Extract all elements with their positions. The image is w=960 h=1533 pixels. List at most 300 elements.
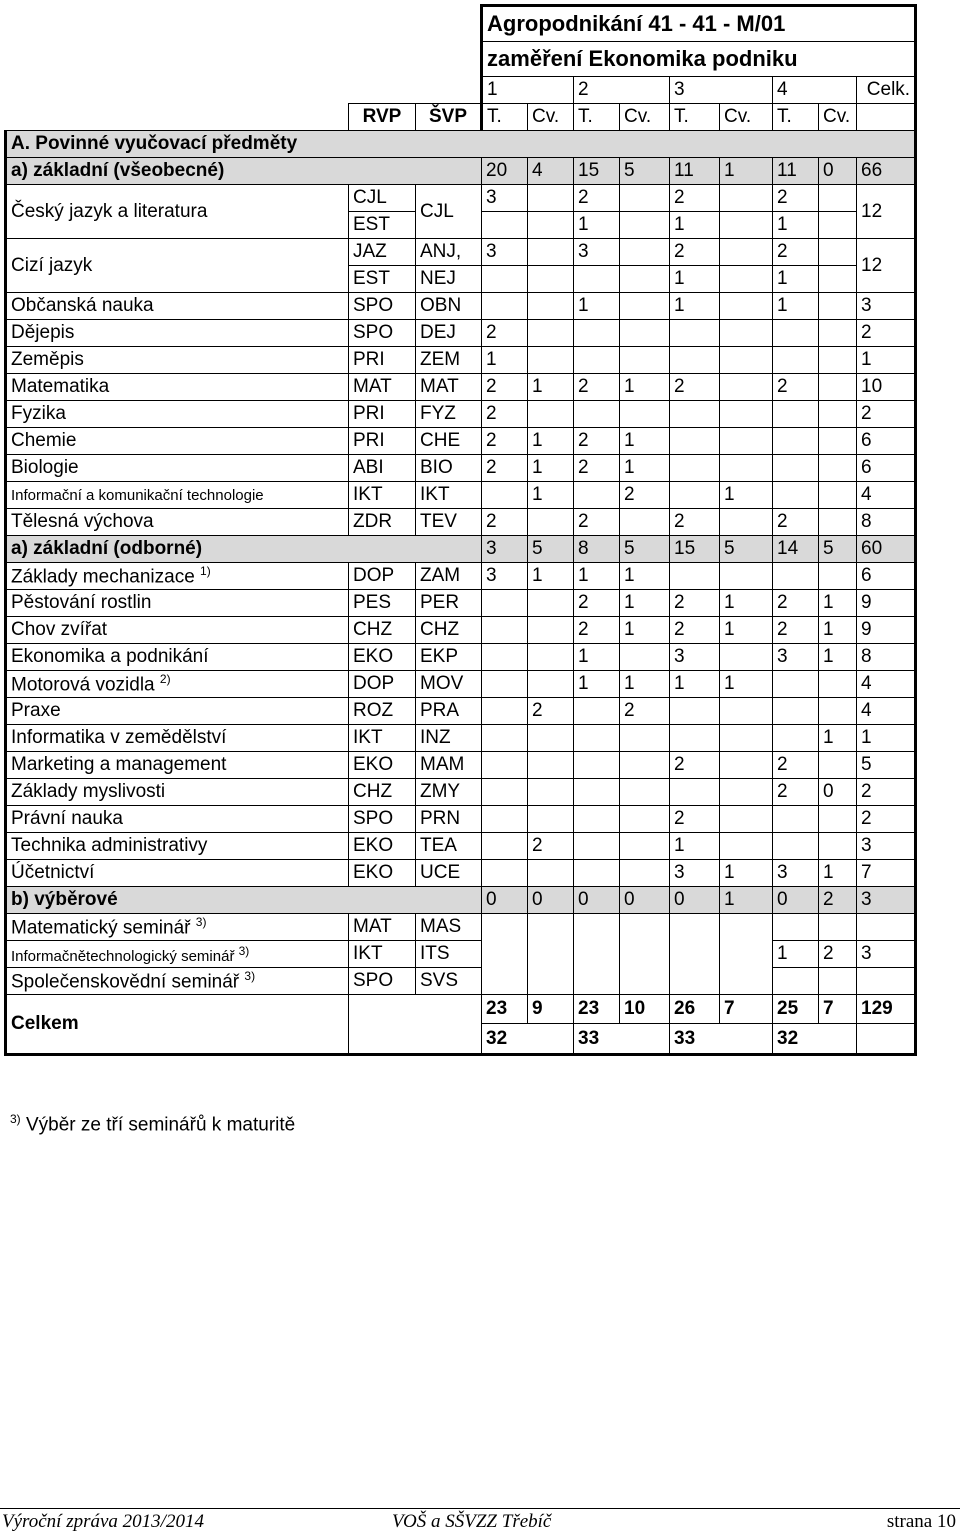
hours bbox=[670, 401, 720, 428]
hours bbox=[773, 914, 819, 941]
rvp-code: EST bbox=[349, 212, 416, 239]
hours: 1 bbox=[620, 563, 670, 590]
subject-footnote-marker: 2) bbox=[159, 671, 171, 686]
subject-total: 6 bbox=[857, 428, 916, 455]
svp-code: ANJ, bbox=[416, 239, 482, 266]
hours bbox=[819, 455, 857, 482]
hours bbox=[670, 698, 720, 725]
svp-code: OBN bbox=[416, 293, 482, 320]
svp-code: CHZ bbox=[416, 617, 482, 644]
hours bbox=[720, 239, 773, 266]
hours bbox=[620, 725, 670, 752]
seminar-name bbox=[6, 914, 349, 941]
hours bbox=[720, 509, 773, 536]
svp-code: CJL bbox=[416, 185, 482, 239]
section-value: 0 bbox=[528, 887, 574, 914]
subject-total: 3 bbox=[857, 833, 916, 860]
hours: 1 bbox=[819, 860, 857, 887]
hours: 1 bbox=[819, 590, 857, 617]
subject-name bbox=[6, 347, 349, 374]
rvp-code: CHZ bbox=[349, 617, 416, 644]
hours bbox=[574, 347, 620, 374]
hours bbox=[528, 644, 574, 671]
subject-name bbox=[6, 293, 349, 320]
hours: 2 bbox=[670, 617, 720, 644]
hours: 1 bbox=[574, 293, 620, 320]
hours bbox=[574, 482, 620, 509]
subject-row-cizi bbox=[6, 239, 916, 266]
hours bbox=[482, 644, 528, 671]
hours bbox=[482, 266, 528, 293]
hours bbox=[773, 725, 819, 752]
footnote bbox=[10, 1112, 295, 1136]
svp-code: NEJ bbox=[416, 266, 482, 293]
hours bbox=[574, 401, 620, 428]
svp-code: MAT bbox=[416, 374, 482, 401]
hours bbox=[574, 725, 620, 752]
hours: 2 bbox=[773, 617, 819, 644]
svp-code: ZAM bbox=[416, 563, 482, 590]
subject-footnote-marker: 1) bbox=[200, 563, 211, 578]
hours: 2 bbox=[574, 185, 620, 212]
hours: 2 bbox=[819, 941, 857, 968]
hours bbox=[528, 914, 574, 995]
subject-name bbox=[6, 725, 349, 752]
svp-code: UCE bbox=[416, 860, 482, 887]
subject-name-text: Občanská nauka bbox=[11, 295, 154, 316]
section-value: 4 bbox=[528, 158, 574, 185]
hours: 2 bbox=[670, 752, 720, 779]
hours bbox=[620, 320, 670, 347]
hours bbox=[670, 428, 720, 455]
section-value: 5 bbox=[528, 536, 574, 563]
footer-page-number: strana 10 bbox=[886, 1511, 956, 1532]
cv-header: Cv. bbox=[620, 104, 670, 131]
hours bbox=[720, 806, 773, 833]
subject-row-cjl bbox=[6, 185, 916, 212]
subject-name-text: Tělesná výchova bbox=[11, 511, 154, 532]
celkem-value: 9 bbox=[528, 995, 574, 1024]
hours bbox=[574, 833, 620, 860]
hours bbox=[528, 779, 574, 806]
hours bbox=[773, 671, 819, 698]
hours: 2 bbox=[528, 698, 574, 725]
hours bbox=[620, 779, 670, 806]
hours bbox=[482, 725, 528, 752]
seminar-total bbox=[857, 914, 916, 941]
hours bbox=[720, 779, 773, 806]
subject-name bbox=[6, 482, 349, 509]
hours bbox=[482, 698, 528, 725]
hours: 1 bbox=[773, 941, 819, 968]
section-row bbox=[6, 887, 916, 914]
hours: 2 bbox=[773, 374, 819, 401]
subject-name-text: Základy myslivosti bbox=[11, 781, 166, 802]
celkem-year-total: 32 bbox=[773, 1024, 857, 1055]
hours bbox=[773, 698, 819, 725]
section-value: 15 bbox=[574, 158, 620, 185]
rvp-code: IKT bbox=[349, 482, 416, 509]
rvp-code: ZDR bbox=[349, 509, 416, 536]
hours bbox=[819, 671, 857, 698]
subject-total: 12 bbox=[857, 239, 916, 293]
hours bbox=[482, 212, 528, 239]
rvp-code: EKO bbox=[349, 644, 416, 671]
hours bbox=[482, 752, 528, 779]
hours bbox=[528, 293, 574, 320]
celkem-value: 23 bbox=[574, 995, 620, 1024]
hours bbox=[528, 239, 574, 266]
hours bbox=[819, 374, 857, 401]
year-2: 2 bbox=[574, 77, 670, 104]
t-header: T. bbox=[670, 104, 720, 131]
hours bbox=[670, 914, 720, 995]
seminar-name-text: Společenskovědní seminář bbox=[11, 971, 240, 993]
hours: 1 bbox=[720, 590, 773, 617]
hours bbox=[482, 617, 528, 644]
rvp-code: ABI bbox=[349, 455, 416, 482]
section-value: 1 bbox=[720, 158, 773, 185]
hours bbox=[720, 347, 773, 374]
subject-row bbox=[6, 617, 916, 644]
hours bbox=[720, 725, 773, 752]
hours: 1 bbox=[574, 644, 620, 671]
subject-name-text: Dějepis bbox=[11, 322, 75, 343]
hours bbox=[720, 401, 773, 428]
curriculum-table-wrapper bbox=[4, 4, 917, 1056]
hours: 1 bbox=[620, 428, 670, 455]
subject-total: 12 bbox=[857, 185, 916, 239]
hours bbox=[819, 914, 857, 941]
footnote-text: Výběr ze tří seminářů k maturitě bbox=[25, 1114, 296, 1136]
subject-name bbox=[6, 671, 349, 698]
seminar-name bbox=[6, 968, 349, 995]
hours bbox=[720, 563, 773, 590]
hours bbox=[482, 806, 528, 833]
hours: 1 bbox=[620, 671, 670, 698]
rvp-code: EKO bbox=[349, 833, 416, 860]
subject-name bbox=[6, 320, 349, 347]
hours: 3 bbox=[574, 239, 620, 266]
rvp-code: SPO bbox=[349, 293, 416, 320]
seminar-row bbox=[6, 968, 916, 995]
section-zakladni-vseobecne bbox=[6, 158, 916, 185]
subject-row bbox=[6, 725, 916, 752]
hours: 1 bbox=[620, 455, 670, 482]
section-label: a) základní (všeobecné) bbox=[6, 158, 482, 185]
svp-code: PER bbox=[416, 590, 482, 617]
section-value: 0 bbox=[482, 887, 528, 914]
footer-report-title: Výroční zpráva 2013/2014 bbox=[2, 1511, 204, 1532]
hours: 2 bbox=[482, 374, 528, 401]
subject-name bbox=[6, 509, 349, 536]
svp-code: SVS bbox=[416, 968, 482, 995]
subject-name bbox=[6, 779, 349, 806]
t-header: T. bbox=[773, 104, 819, 131]
celkem-value: 7 bbox=[819, 995, 857, 1024]
section-value: 15 bbox=[670, 536, 720, 563]
hours bbox=[773, 563, 819, 590]
hours bbox=[773, 347, 819, 374]
section-value: 2 bbox=[819, 887, 857, 914]
subject-total: 1 bbox=[857, 347, 916, 374]
cv-header: Cv. bbox=[720, 104, 773, 131]
rvp-code: SPO bbox=[349, 806, 416, 833]
hours bbox=[482, 833, 528, 860]
program-focus: zaměření Ekonomika podniku bbox=[482, 42, 916, 77]
hours: 2 bbox=[528, 833, 574, 860]
hours bbox=[620, 914, 670, 995]
subject-row bbox=[6, 401, 916, 428]
hours bbox=[574, 860, 620, 887]
hours bbox=[528, 590, 574, 617]
hours bbox=[773, 428, 819, 455]
hours: 2 bbox=[620, 698, 670, 725]
hours bbox=[819, 293, 857, 320]
subject-name-text: Chov zvířat bbox=[11, 619, 108, 640]
hours: 2 bbox=[773, 239, 819, 266]
hours bbox=[620, 860, 670, 887]
hours bbox=[482, 914, 528, 995]
hours: 1 bbox=[574, 212, 620, 239]
hours: 2 bbox=[670, 185, 720, 212]
subject-name-text: Informační a komunikační technologie bbox=[11, 486, 264, 504]
hours: 1 bbox=[819, 617, 857, 644]
hours bbox=[773, 806, 819, 833]
hours bbox=[574, 752, 620, 779]
svp-code: ZMY bbox=[416, 779, 482, 806]
year-4: 4 bbox=[773, 77, 857, 104]
subject-name-text: Technika administrativy bbox=[11, 835, 208, 856]
svp-code: MAM bbox=[416, 752, 482, 779]
hours bbox=[528, 752, 574, 779]
svp-code: EKP bbox=[416, 644, 482, 671]
hours: 2 bbox=[574, 374, 620, 401]
hours: 1 bbox=[819, 644, 857, 671]
rvp-code: PRI bbox=[349, 428, 416, 455]
section-row bbox=[6, 536, 916, 563]
rvp-code: DOP bbox=[349, 671, 416, 698]
hours bbox=[819, 212, 857, 239]
hours bbox=[819, 428, 857, 455]
hours bbox=[620, 509, 670, 536]
hours: 2 bbox=[773, 509, 819, 536]
hours bbox=[528, 266, 574, 293]
footer-school-name: VOŠ a SŠVZZ Třebíč bbox=[392, 1511, 552, 1532]
hours bbox=[819, 266, 857, 293]
hours bbox=[670, 779, 720, 806]
hours: 3 bbox=[773, 644, 819, 671]
subject-name bbox=[6, 752, 349, 779]
hours bbox=[670, 455, 720, 482]
hours: 1 bbox=[670, 212, 720, 239]
subject-name-text: Praxe bbox=[11, 700, 61, 721]
hours bbox=[528, 320, 574, 347]
svp-header: ŠVP bbox=[416, 104, 482, 131]
subject-name-text: Matematika bbox=[11, 376, 110, 397]
subject-name-text: Chemie bbox=[11, 430, 77, 451]
hours bbox=[819, 509, 857, 536]
hours bbox=[819, 968, 857, 995]
celkem-row bbox=[6, 995, 916, 1024]
hours bbox=[720, 212, 773, 239]
subject-row bbox=[6, 860, 916, 887]
hours: 2 bbox=[773, 185, 819, 212]
hours bbox=[528, 212, 574, 239]
subject-row bbox=[6, 644, 916, 671]
hours: 2 bbox=[670, 590, 720, 617]
subject-row bbox=[6, 320, 916, 347]
hours bbox=[574, 266, 620, 293]
subject-row bbox=[6, 293, 916, 320]
rvp-code: PRI bbox=[349, 347, 416, 374]
hours: 2 bbox=[574, 617, 620, 644]
hours: 1 bbox=[574, 563, 620, 590]
subject-total: 5 bbox=[857, 752, 916, 779]
hours bbox=[773, 968, 819, 995]
svp-code: CHE bbox=[416, 428, 482, 455]
subject-total: 4 bbox=[857, 698, 916, 725]
hours: 1 bbox=[620, 374, 670, 401]
hours: 2 bbox=[482, 455, 528, 482]
subject-total: 1 bbox=[857, 725, 916, 752]
hours: 1 bbox=[670, 833, 720, 860]
subject-name-text: Účetnictví bbox=[11, 862, 95, 883]
rvp-code: EKO bbox=[349, 752, 416, 779]
subject-row bbox=[6, 590, 916, 617]
hours bbox=[819, 185, 857, 212]
section-value: 5 bbox=[620, 536, 670, 563]
hours bbox=[720, 455, 773, 482]
subject-row bbox=[6, 482, 916, 509]
seminar-footnote-marker: 3) bbox=[195, 914, 207, 929]
svp-code: MOV bbox=[416, 671, 482, 698]
celkem-year-total: 32 bbox=[482, 1024, 574, 1055]
hours: 1 bbox=[620, 590, 670, 617]
hours bbox=[720, 644, 773, 671]
hours bbox=[620, 212, 670, 239]
section-total: 3 bbox=[857, 887, 916, 914]
hours bbox=[528, 401, 574, 428]
hours: 1 bbox=[670, 671, 720, 698]
svp-code: PRA bbox=[416, 698, 482, 725]
hours: 2 bbox=[482, 320, 528, 347]
section-value: 5 bbox=[620, 158, 670, 185]
svp-code: ZEM bbox=[416, 347, 482, 374]
hours: 1 bbox=[482, 347, 528, 374]
seminar-name bbox=[6, 941, 349, 968]
subject-total: 2 bbox=[857, 320, 916, 347]
section-label: a) základní (odborné) bbox=[6, 536, 482, 563]
hours bbox=[773, 833, 819, 860]
section-label: b) výběrové bbox=[6, 887, 482, 914]
celkem-value: 10 bbox=[620, 995, 670, 1024]
subject-name bbox=[6, 644, 349, 671]
subject-row bbox=[6, 509, 916, 536]
celkem-value: 23 bbox=[482, 995, 528, 1024]
cv-header: Cv. bbox=[528, 104, 574, 131]
seminar-total bbox=[857, 968, 916, 995]
subject-name-text: Pěstování rostlin bbox=[11, 592, 152, 613]
celkem-total: 129 bbox=[857, 995, 916, 1024]
seminar-name-text: Matematický seminář bbox=[11, 917, 191, 939]
subject-total: 10 bbox=[857, 374, 916, 401]
celkem-blank bbox=[349, 995, 482, 1055]
hours bbox=[670, 347, 720, 374]
subject-total: 9 bbox=[857, 617, 916, 644]
hours: 1 bbox=[670, 293, 720, 320]
hours: 2 bbox=[773, 590, 819, 617]
hours bbox=[670, 320, 720, 347]
hours bbox=[720, 266, 773, 293]
hours bbox=[670, 563, 720, 590]
subject-total: 8 bbox=[857, 644, 916, 671]
hours bbox=[528, 725, 574, 752]
rvp-code: IKT bbox=[349, 941, 416, 968]
hours bbox=[574, 914, 620, 995]
year-1: 1 bbox=[482, 77, 574, 104]
hours bbox=[819, 401, 857, 428]
program-title: Agropodnikání 41 - 41 - M/01 bbox=[482, 6, 916, 42]
subject-row bbox=[6, 671, 916, 698]
hours bbox=[528, 347, 574, 374]
subject-row bbox=[6, 428, 916, 455]
hours: 2 bbox=[574, 509, 620, 536]
subject-row bbox=[6, 455, 916, 482]
rvp-code: PRI bbox=[349, 401, 416, 428]
subject-name bbox=[6, 698, 349, 725]
celkem-value: 7 bbox=[720, 995, 773, 1024]
hours bbox=[620, 347, 670, 374]
hours bbox=[620, 185, 670, 212]
subject-name-text: Ekonomika a podnikání bbox=[11, 646, 209, 667]
hours bbox=[819, 806, 857, 833]
subject-total: 2 bbox=[857, 806, 916, 833]
curriculum-table-body bbox=[6, 6, 916, 1055]
hours: 2 bbox=[620, 482, 670, 509]
subject-name bbox=[6, 617, 349, 644]
subject-name-text: Základy mechanizace bbox=[11, 566, 195, 588]
section-value: 1 bbox=[720, 887, 773, 914]
hours: 1 bbox=[620, 617, 670, 644]
hours: 1 bbox=[528, 455, 574, 482]
hours: 1 bbox=[720, 860, 773, 887]
hours: 1 bbox=[720, 617, 773, 644]
hours: 1 bbox=[720, 671, 773, 698]
subject-row bbox=[6, 833, 916, 860]
rvp-code: IKT bbox=[349, 725, 416, 752]
hours bbox=[819, 563, 857, 590]
svp-code: TEV bbox=[416, 509, 482, 536]
subject-name bbox=[6, 428, 349, 455]
t-header: T. bbox=[482, 104, 528, 131]
hours bbox=[620, 752, 670, 779]
hours bbox=[819, 698, 857, 725]
section-value: 5 bbox=[720, 536, 773, 563]
subject-name-text: Právní nauka bbox=[11, 808, 123, 829]
subject-total: 8 bbox=[857, 509, 916, 536]
subject-name-text: Informatika v zemědělství bbox=[11, 727, 227, 748]
hours bbox=[528, 617, 574, 644]
hours bbox=[482, 293, 528, 320]
subject-row bbox=[6, 752, 916, 779]
hours: 2 bbox=[482, 509, 528, 536]
hours bbox=[819, 239, 857, 266]
hours bbox=[720, 752, 773, 779]
hours bbox=[670, 725, 720, 752]
svp-code: DEJ bbox=[416, 320, 482, 347]
hours bbox=[720, 698, 773, 725]
